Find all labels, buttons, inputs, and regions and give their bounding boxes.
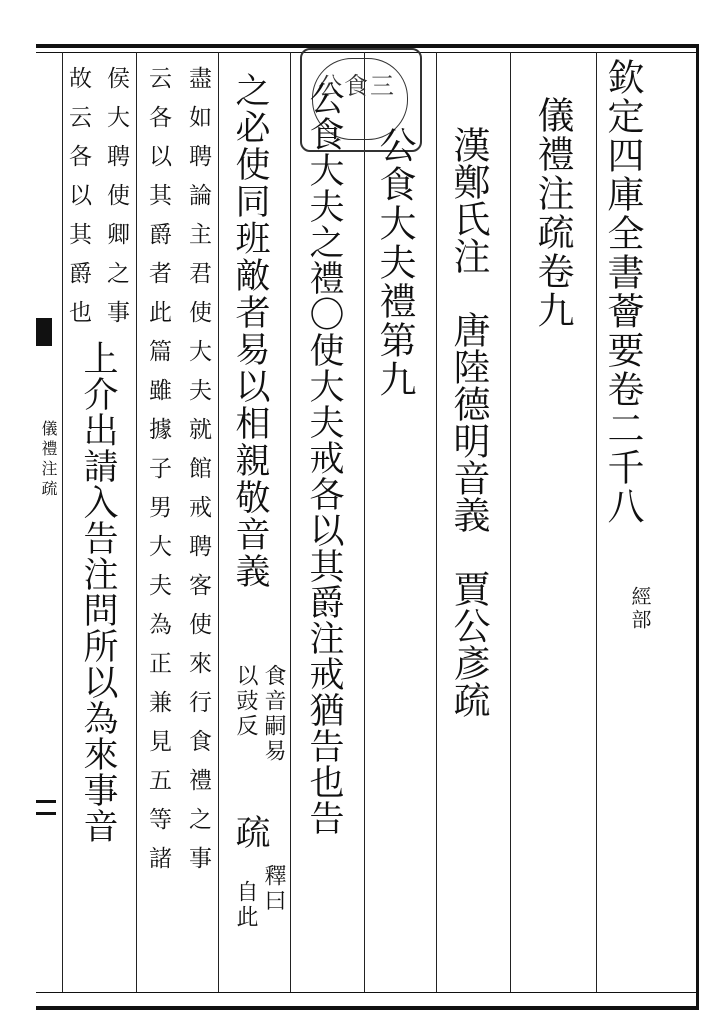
bottom-rule (36, 992, 699, 993)
collection-title: 欽定四庫全書薈要卷二千八 (601, 58, 644, 526)
commentary-line: 侯大聘使卿之事 (103, 66, 129, 339)
column-rule (364, 52, 365, 992)
annotation-small: 以豉反 (233, 664, 258, 739)
annotation-small: 食音嗣易 (261, 664, 286, 764)
column-rule (62, 52, 63, 992)
column-rule (136, 52, 137, 992)
column-rule (596, 52, 597, 992)
column-rule (290, 52, 291, 992)
chapter-title: 公食大夫禮第九 (373, 126, 416, 399)
annotation-small: 自此 (233, 880, 258, 930)
fold-mark (36, 318, 52, 346)
authors-line: 漢鄭氏注 唐陸德明音義 賈公彥疏 (447, 126, 490, 718)
book-title: 儀禮注疏卷九 (531, 96, 574, 330)
shu-marker: 疏 (230, 814, 270, 851)
fold-mark (36, 800, 56, 803)
fold-mark (36, 812, 56, 815)
main-text-line: 之必使同班敵者易以相親敬音義 (230, 72, 270, 590)
annotation-small: 釋曰 (261, 864, 286, 914)
column-rule (218, 52, 219, 992)
column-rule (436, 52, 437, 992)
commentary-line: 故云各以其爵也 (65, 66, 91, 339)
spine-label: 儀禮注疏 (39, 420, 58, 500)
main-text-line: 上介出請入告注問所以為來事音 (78, 340, 118, 844)
commentary-line: 盡如聘論主君使大夫就館戒聘客使來行食禮之事 (185, 66, 211, 885)
seal-stamp-text: 公食三 (318, 72, 396, 100)
column-rule (510, 52, 511, 992)
main-text-line: 公食大夫之禮〇使大夫戒各以其爵注戒猶告也告 (304, 80, 344, 836)
section-label: 經部 (628, 586, 652, 632)
commentary-line: 云各以其爵者此篇雖據子男大夫為正兼見五等諸 (145, 66, 171, 885)
